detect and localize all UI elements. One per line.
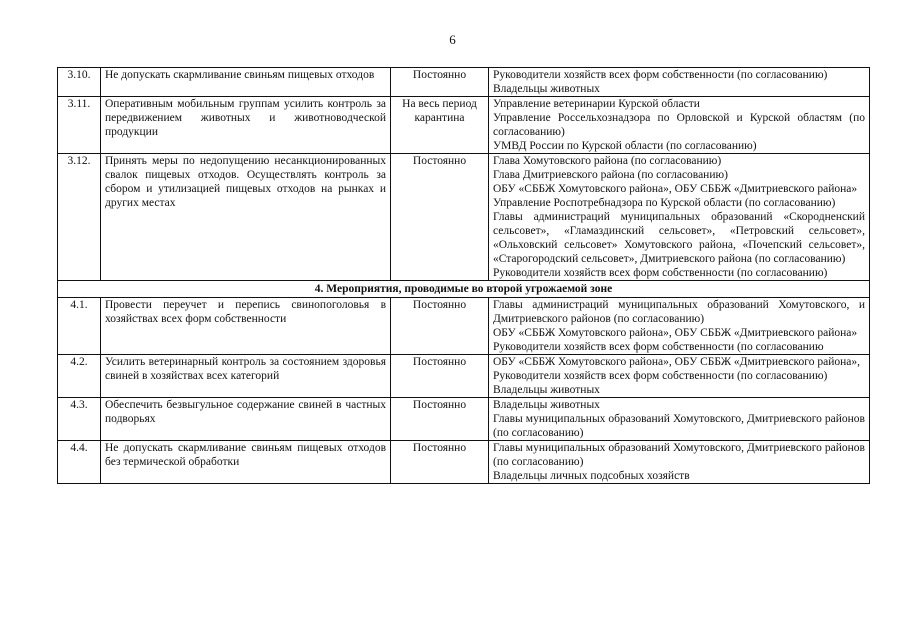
row-responsible bbox=[489, 398, 870, 441]
responsible-line: Владельцы личных подсобных хозяйств bbox=[493, 470, 690, 482]
row-term: Постоянно bbox=[391, 154, 489, 281]
responsible-line: Руководители хозяйств всех форм собственности (по согласованию) bbox=[493, 267, 828, 279]
row-number: 3.11. bbox=[58, 97, 101, 154]
table-row bbox=[58, 398, 870, 441]
responsible-line: Владельцы животных bbox=[493, 83, 600, 95]
row-number: 4.1. bbox=[58, 298, 101, 355]
table-row bbox=[58, 97, 870, 154]
section-title: 4. Мероприятия, проводимые во второй угрожаемой зоне bbox=[58, 281, 870, 298]
responsible-line: Главы администраций муниципальных образований Хомутовского, и Дмитриевского районов (по согласованию) bbox=[493, 299, 865, 325]
table-section bbox=[58, 281, 870, 298]
row-number: 3.10. bbox=[58, 68, 101, 97]
responsible-line: Глава Дмитриевского района (по согласованию) bbox=[493, 169, 728, 181]
row-number: 4.4. bbox=[58, 441, 101, 484]
responsible-line: ОБУ «СББЖ Хомутовского района», ОБУ СББЖ «Дмитриевского района» bbox=[493, 183, 858, 195]
row-term: Постоянно bbox=[391, 441, 489, 484]
responsible-line: Главы муниципальных образований Хомутовского, Дмитриевского районов (по согласованию) bbox=[493, 442, 865, 468]
row-number: 4.2. bbox=[58, 355, 101, 398]
row-responsible bbox=[489, 97, 870, 154]
row-task: Провести переучет и перепись свинопоголовья в хозяйствах всех форм собственности bbox=[101, 298, 391, 355]
responsible-line: Руководители хозяйств всех форм собственности (по согласованию) bbox=[493, 370, 828, 382]
responsible-line: Владельцы животных bbox=[493, 384, 600, 396]
section-header-row bbox=[58, 281, 870, 298]
row-number: 3.12. bbox=[58, 154, 101, 281]
responsible-line: Руководители хозяйств всех форм собственности (по согласованию bbox=[493, 341, 824, 353]
row-term: На весь период карантина bbox=[391, 97, 489, 154]
row-responsible bbox=[489, 298, 870, 355]
row-task: Обеспечить безвыгульное содержание свиней в частных подворьях bbox=[101, 398, 391, 441]
responsible-line: Управление ветеринарии Курской области bbox=[493, 98, 700, 110]
responsible-line: Владельцы животных bbox=[493, 399, 600, 411]
responsible-line: Главы муниципальных образований Хомутовского, Дмитриевского районов (по согласованию) bbox=[493, 413, 865, 439]
row-task: Не допускать скармливание свиньям пищевых отходов bbox=[101, 68, 391, 97]
row-term: Постоянно bbox=[391, 355, 489, 398]
responsible-line: Главы администраций муниципальных образований «Скородненский сельсовет», «Гламаздинский сельсовет», «Петровский сельсовет», «Ольховский сельсовет» Хомутовского района, «Почепский сельсовет», «Старогородский сельсовет», Дмитриевского района (по согласованию) bbox=[493, 211, 865, 265]
page-number: 6 bbox=[449, 32, 456, 47]
row-responsible bbox=[489, 355, 870, 398]
row-task: Принять меры по недопущению несанкционированных свалок пищевых отходов. Осуществлять контроль за сбором и утилизацией пищевых отходов на рынках и других местах bbox=[101, 154, 391, 281]
row-responsible bbox=[489, 441, 870, 484]
table-row bbox=[58, 68, 870, 97]
responsible-line: УМВД России по Курской области (по согласованию) bbox=[493, 140, 757, 152]
row-term: Постоянно bbox=[391, 298, 489, 355]
table-body-zone4 bbox=[58, 298, 870, 484]
responsible-line: Управление Роспотребнадзора по Курской области (по согласованию) bbox=[493, 197, 836, 209]
row-term: Постоянно bbox=[391, 68, 489, 97]
table-row bbox=[58, 441, 870, 484]
row-task: Не допускать скармливание свиньям пищевых отходов без термической обработки bbox=[101, 441, 391, 484]
responsible-line: Управление Россельхознадзора по Орловской и Курской областям (по согласованию) bbox=[493, 112, 865, 138]
row-task: Оперативным мобильным группам усилить контроль за передвижением животных и животноводческой продукции bbox=[101, 97, 391, 154]
responsible-line: ОБУ «СББЖ Хомутовского района», ОБУ СББЖ «Дмитриевского района» bbox=[493, 327, 858, 339]
responsible-line: ОБУ «СББЖ Хомутовского района», ОБУ СББЖ «Дмитриевского района», bbox=[493, 356, 861, 368]
row-task: Усилить ветеринарный контроль за состоянием здоровья свиней в хозяйствах всех категорий bbox=[101, 355, 391, 398]
table-row bbox=[58, 355, 870, 398]
measures-table bbox=[57, 67, 870, 484]
responsible-line: Глава Хомутовского района (по согласованию) bbox=[493, 155, 722, 167]
row-number: 4.3. bbox=[58, 398, 101, 441]
row-responsible bbox=[489, 154, 870, 281]
responsible-line: Руководители хозяйств всех форм собственности (по согласованию) bbox=[493, 69, 828, 81]
table-body-zone3 bbox=[58, 68, 870, 281]
table-row bbox=[58, 298, 870, 355]
table-row bbox=[58, 154, 870, 281]
row-responsible bbox=[489, 68, 870, 97]
row-term: Постоянно bbox=[391, 398, 489, 441]
